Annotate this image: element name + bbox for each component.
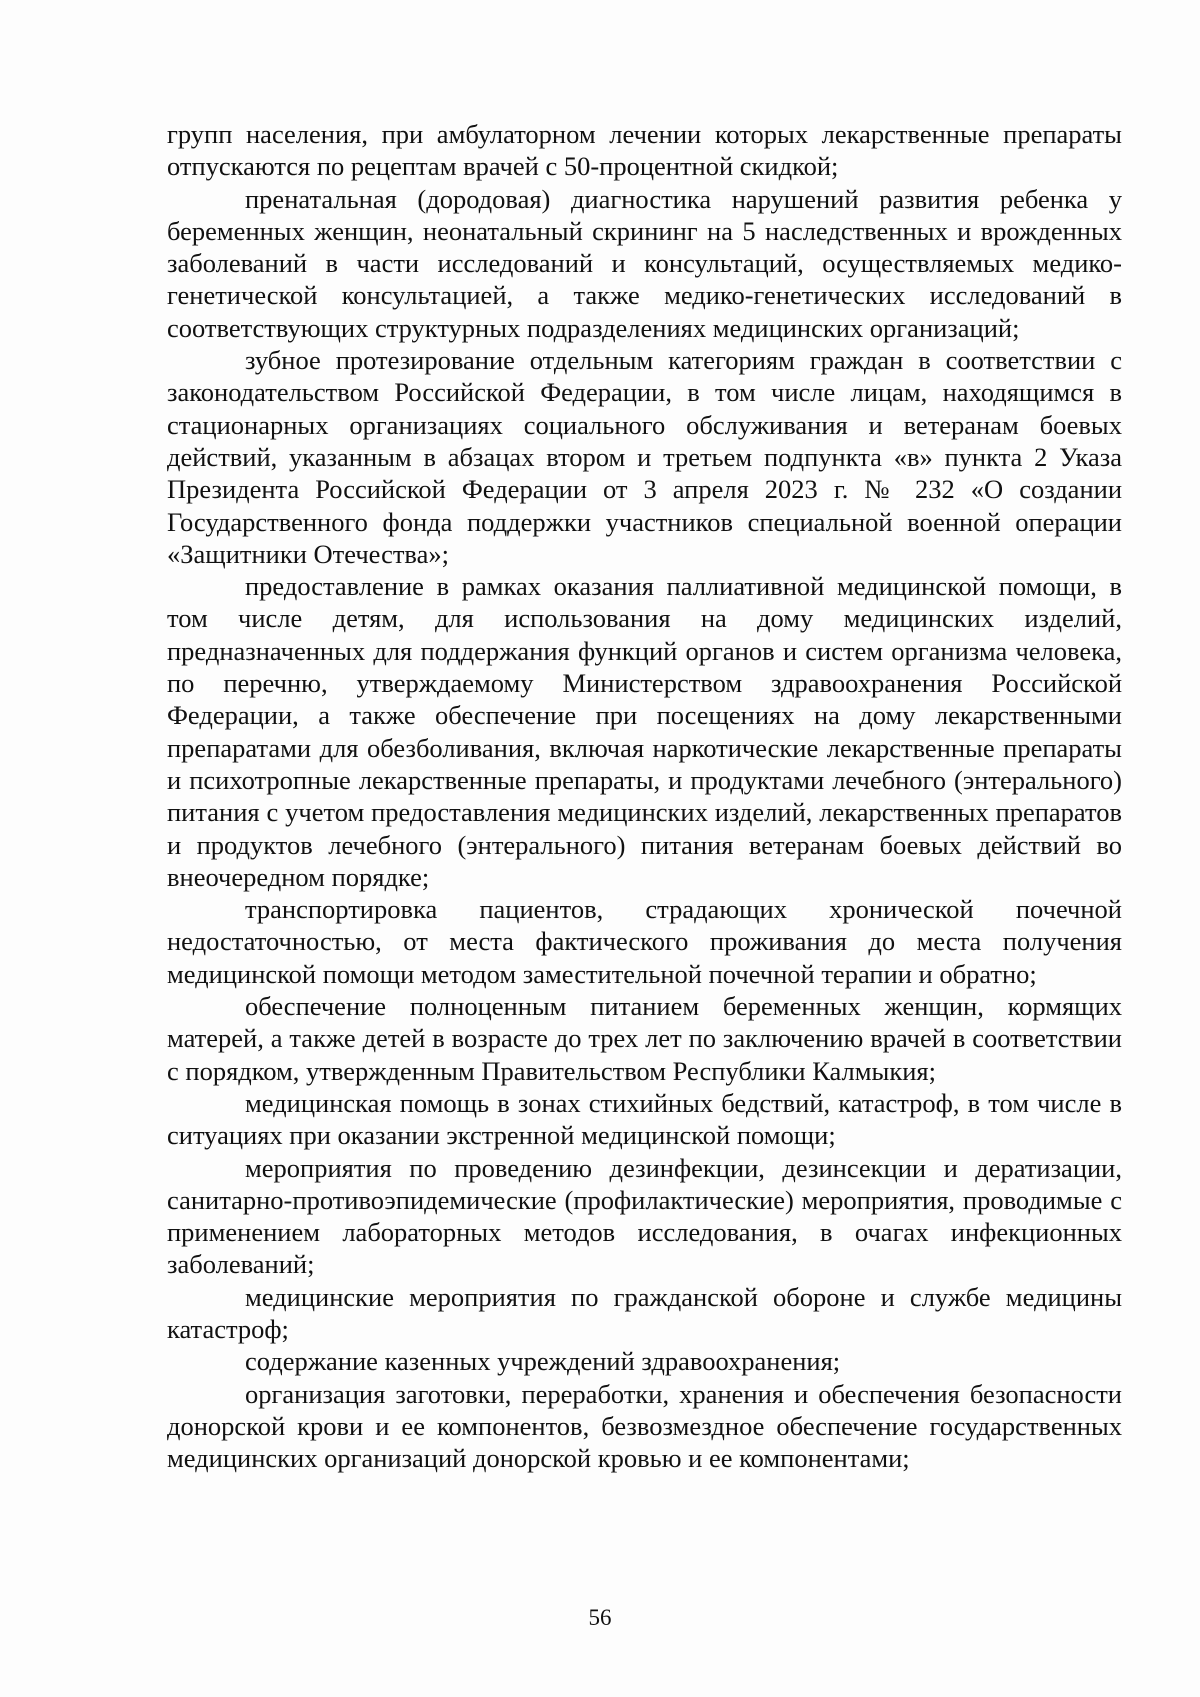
paragraph-11: организация заготовки, переработки, хранения и обеспечения безопасности донорской крови и ее компонентов, безвозмездное обеспечение государственных медицинских организаций донорской кровью и ее компонентами; — [167, 1378, 1122, 1474]
paragraph-10: содержание казенных учреждений здравоохранения; — [245, 1346, 841, 1377]
paragraph-6: обеспечение полноценным питанием беременных женщин, кормящих матерей, а также детей в возрасте до трех лет по заключению врачей в соответствии с порядком, утвержденным Правительством Республики Калмыкия; — [167, 991, 1122, 1086]
paragraph-8: мероприятия по проведению дезинфекции, дезинсекции и дератизации, санитарно-противоэпидемические (профилактические) мероприятия, проводимые с применением лабораторных методов исследования, в очагах инфекционных заболеваний; — [167, 1152, 1122, 1280]
page-number: 56 — [588, 1605, 612, 1630]
paragraph-2: пренатальная (дородовая) диагностика нарушений развития ребенка у беременных женщин, неонатальный скрининг на 5 наследственных и врожденных заболеваний в части исследований и консультаций, осуществляемых медико-генетической консультацией, а также медико-генетических исследований в соответствующих структурных подразделениях медицинских организаций; — [167, 183, 1122, 343]
document-body — [167, 118, 1122, 1474]
paragraph-3: зубное протезирование отдельным категориям граждан в соответствии с законодательством Российской Федерации, в том числе лицам, находящимся в стационарных организациях социального обслуживания и ветеранам боевых действий, указанным в абзацах втором и третьем подпункта «в» пункта 2 Указа Президента Российской Федерации от 3 апреля 2023 г. № 232 «О создании Государственного фонда поддержки участников специальной военной операции «Защитники Отечества»; — [167, 345, 1122, 569]
paragraph-4: предоставление в рамках оказания паллиативной медицинской помощи, в том числе детям, для использования на дому медицинских изделий, предназначенных для поддержания функций органов и систем организма человека, по перечню, утверждаемому Министерством здравоохранения Российской Федерации, а также обеспечение при посещениях на дому лекарственными препаратами для обезболивания, включая наркотические лекарственные препараты и психотропные лекарственные препараты, и продуктами лечебного (энтерального) питания с учетом предоставления медицинских изделий, лекарственных препаратов и продуктов лечебного (энтерального) питания ветеранам боевых действий во внеочередном порядке; — [167, 571, 1122, 892]
paragraph-1: групп населения, при амбулаторном лечении которых лекарственные препараты отпускаются по рецептам врачей с 50-процентной скидкой; — [167, 119, 1122, 182]
paragraph-7: медицинская помощь в зонах стихийных бедствий, катастроф, в том числе в ситуациях при оказании экстренной медицинской помощи; — [167, 1087, 1122, 1151]
paragraph-9: медицинские мероприятия по гражданской обороне и службе медицины катастроф; — [167, 1281, 1122, 1344]
paragraph-5: транспортировка пациентов, страдающих хронической почечной недостаточностью, от места фактического проживания до места получения медицинской помощи методом заместительной почечной терапии и обратно; — [167, 894, 1122, 989]
